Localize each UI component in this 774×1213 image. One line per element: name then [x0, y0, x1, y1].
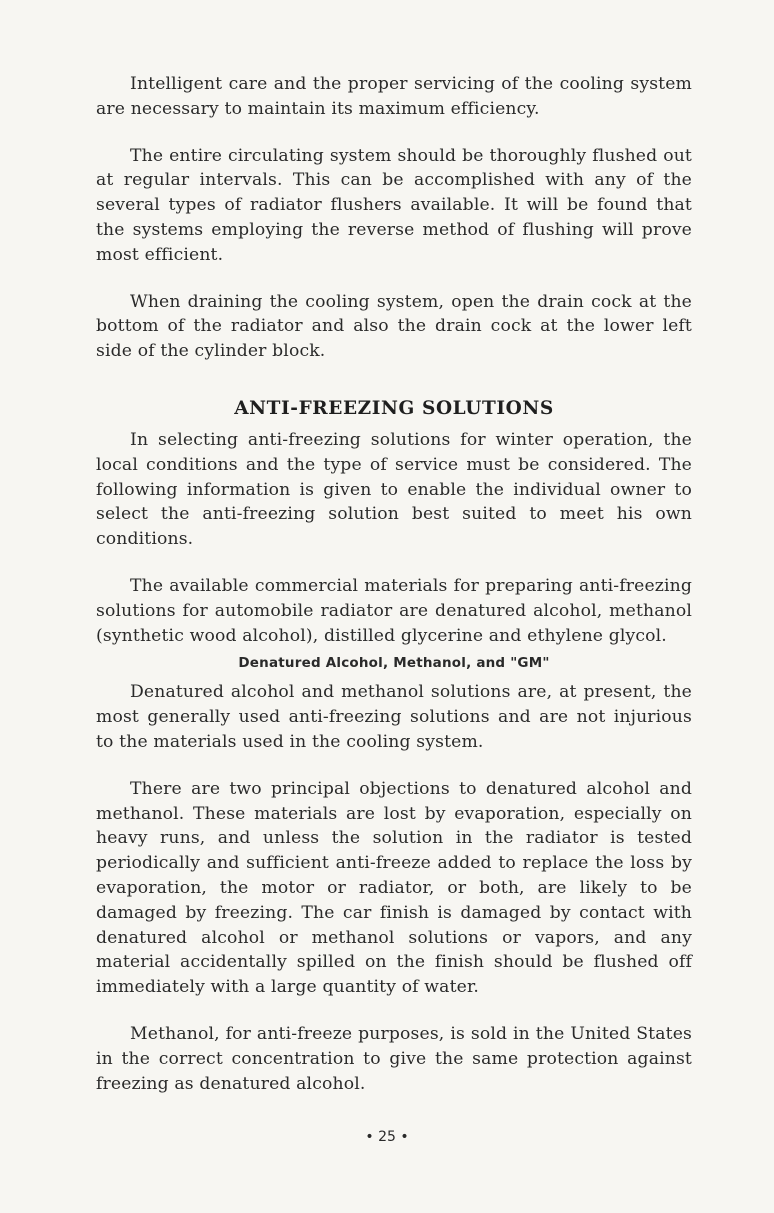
- section-heading-anti-freezing: ANTI-FREEZING SOLUTIONS: [234, 397, 554, 419]
- paragraph-draining: When draining the cooling system, open the drain cock at the bottom of the radiator and also the drain cock at the lower left side of the cylinder block.: [96, 291, 692, 362]
- paragraph-flushing: The entire circulating system should be thoroughly flushed out at regular intervals. This can be accomplished with any of the several types of radiator flushers available. It will be found that the systems employing the reverse method of flushing will prove most efficient.: [96, 145, 692, 265]
- paragraph-alcohol-usage: Denatured alcohol and methanol solutions are, at present, the most generally used anti-freezing solutions and are not injurious to the materials used in the cooling system.: [96, 682, 692, 752]
- paragraph-cooling-care: Intelligent care and the proper servicing of the cooling system are necessary to maintain its maximum efficiency.: [96, 74, 692, 119]
- paragraph-selecting-solutions: In selecting anti-freezing solutions for winter operation, the local conditions and the type of service must be considered. The following information is given to enable the individual owner to select the anti-freezing solution best suited to meet his own conditions.: [96, 429, 692, 550]
- paragraph-methanol-concentration: Methanol, for anti-freeze purposes, is sold in the United States in the correct concentration to give the same protection against freezing as denatured alcohol.: [96, 1023, 692, 1094]
- paragraph-available-materials: The available commercial materials for preparing anti-freezing solutions for automobile radiator are denatured alcohol, methanol (synthetic wood alcohol), distilled glycerine and ethylene glycol.: [96, 575, 692, 646]
- page-number: • 25 •: [365, 1129, 409, 1145]
- subheading-denatured-alcohol: Denatured Alcohol, Methanol, and "GM": [238, 655, 550, 672]
- page-body: [96, 72, 692, 1096]
- paragraph-alcohol-objections: There are two principal objections to denatured alcohol and methanol. These materials are lost by evaporation, especially on heavy runs, and unless the solution in the radiator is tested periodically and sufficient anti-freeze added to replace the loss by evaporation, the motor or radiator, or both, are likely to be damaged by freezing. The car finish is damaged by contact with denatured alcohol or methanol solutions or vapors, and any material accidentally spilled on the finish should be flushed off immediately with a large quantity of water.: [96, 778, 692, 998]
